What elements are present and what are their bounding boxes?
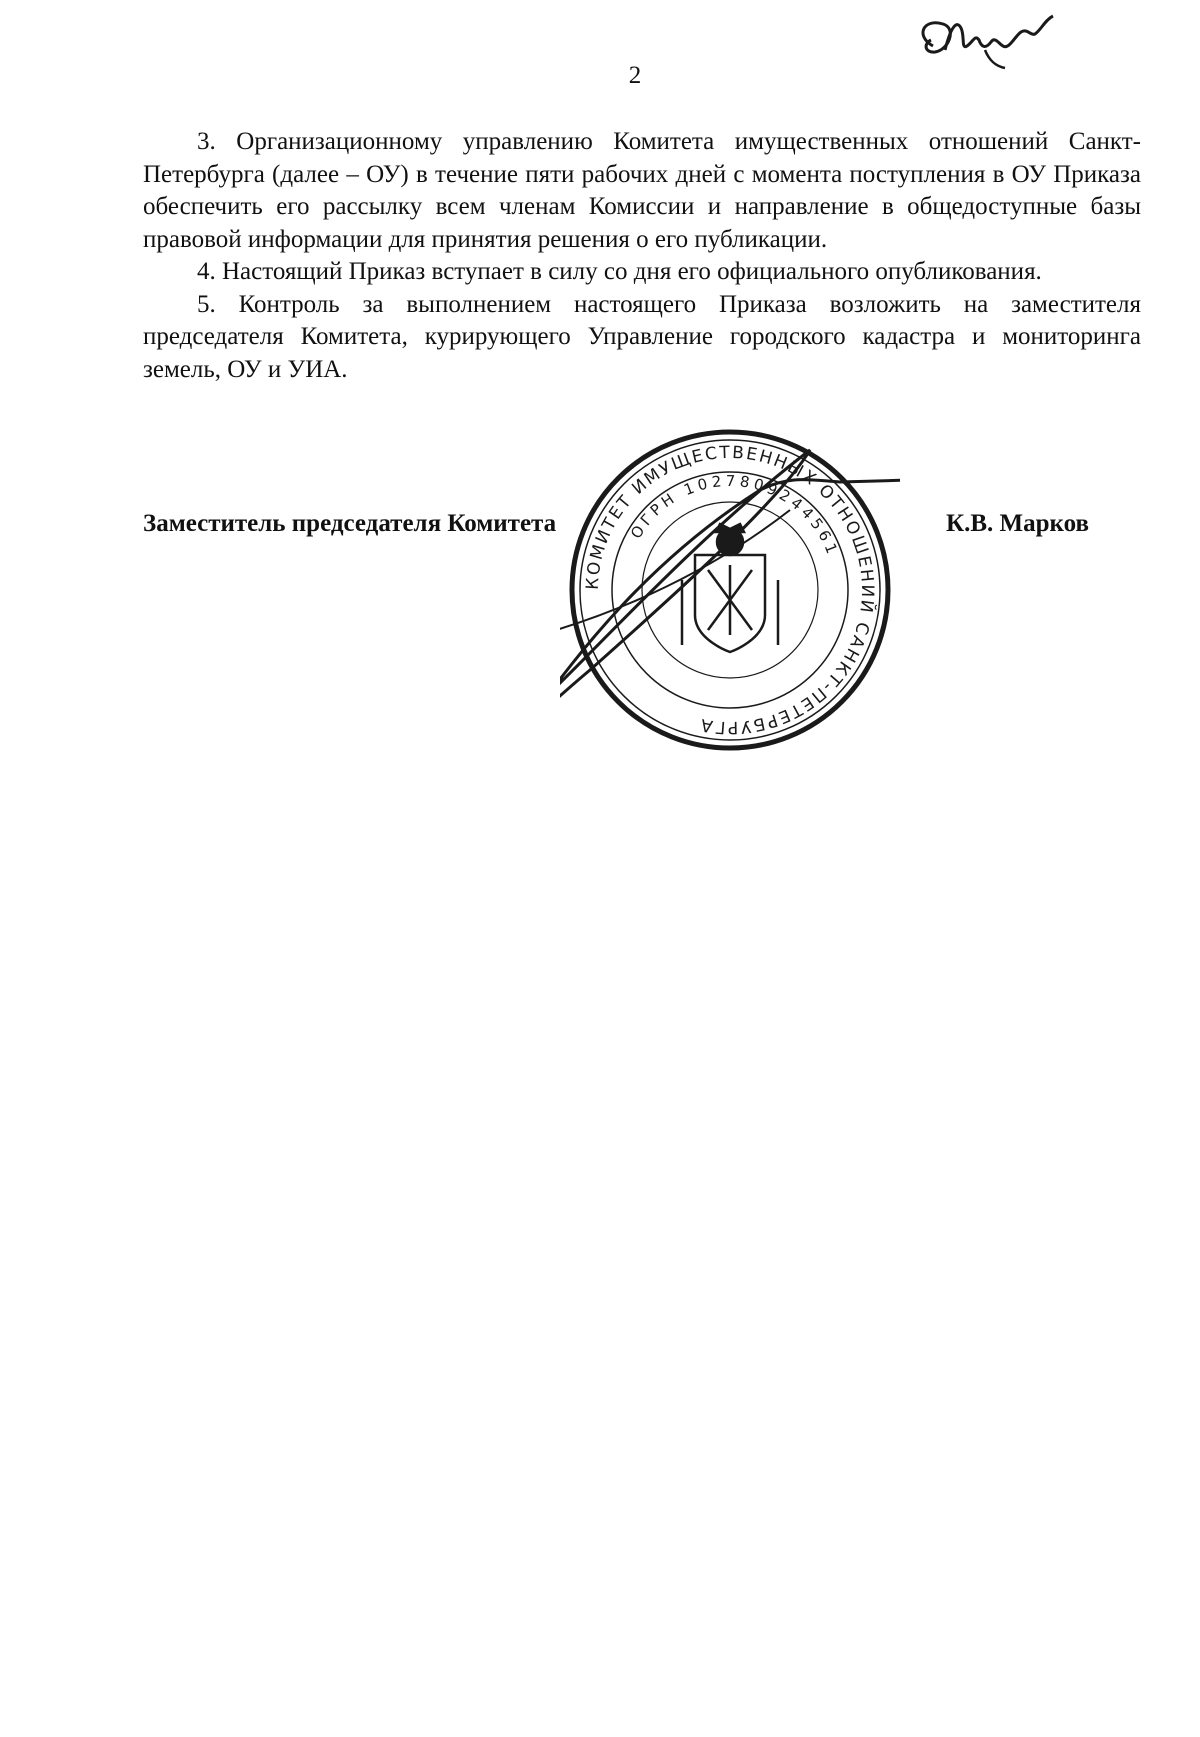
paragraph-5: 5. Контроль за выполнением настоящего Приказа возложить на заместителя председателя Комитета, курирующего Управление городского кадастра и мониторинга земель, ОУ и УИА. [143, 290, 1141, 383]
page-number: 2 [628, 62, 642, 89]
paragraph-4: 4. Настоящий Приказ вступает в силу со дня его официального опубликования. [197, 258, 1042, 285]
official-seal [560, 420, 900, 760]
paragraph-3: 3. Организационному управлению Комитета имущественных отношений Санкт-Петербурга (далее – ОУ) в течение пяти рабочих дней с момента поступления в ОУ Приказа обеспечить его рассылку всем членам Комиссии и направление в общедоступные базы правовой информации для принятия решения о его публикации. [143, 128, 1141, 253]
signatory-position: Заместитель председателя Комитета [143, 510, 557, 537]
signatory-name: К.В. Марков [946, 510, 1090, 537]
svg-text:КОМИТЕТ ИМУЩЕСТВЕННЫХ ОТНОШЕНИ: КОМИТЕТ ИМУЩЕСТВЕННЫХ ОТНОШЕНИЙ САНКТ-ПЕТЕРБУРГА [582, 442, 878, 738]
svg-text:ОГРН 1027809244561: ОГРН 1027809244561 [626, 471, 843, 560]
document-body [143, 126, 1141, 386]
